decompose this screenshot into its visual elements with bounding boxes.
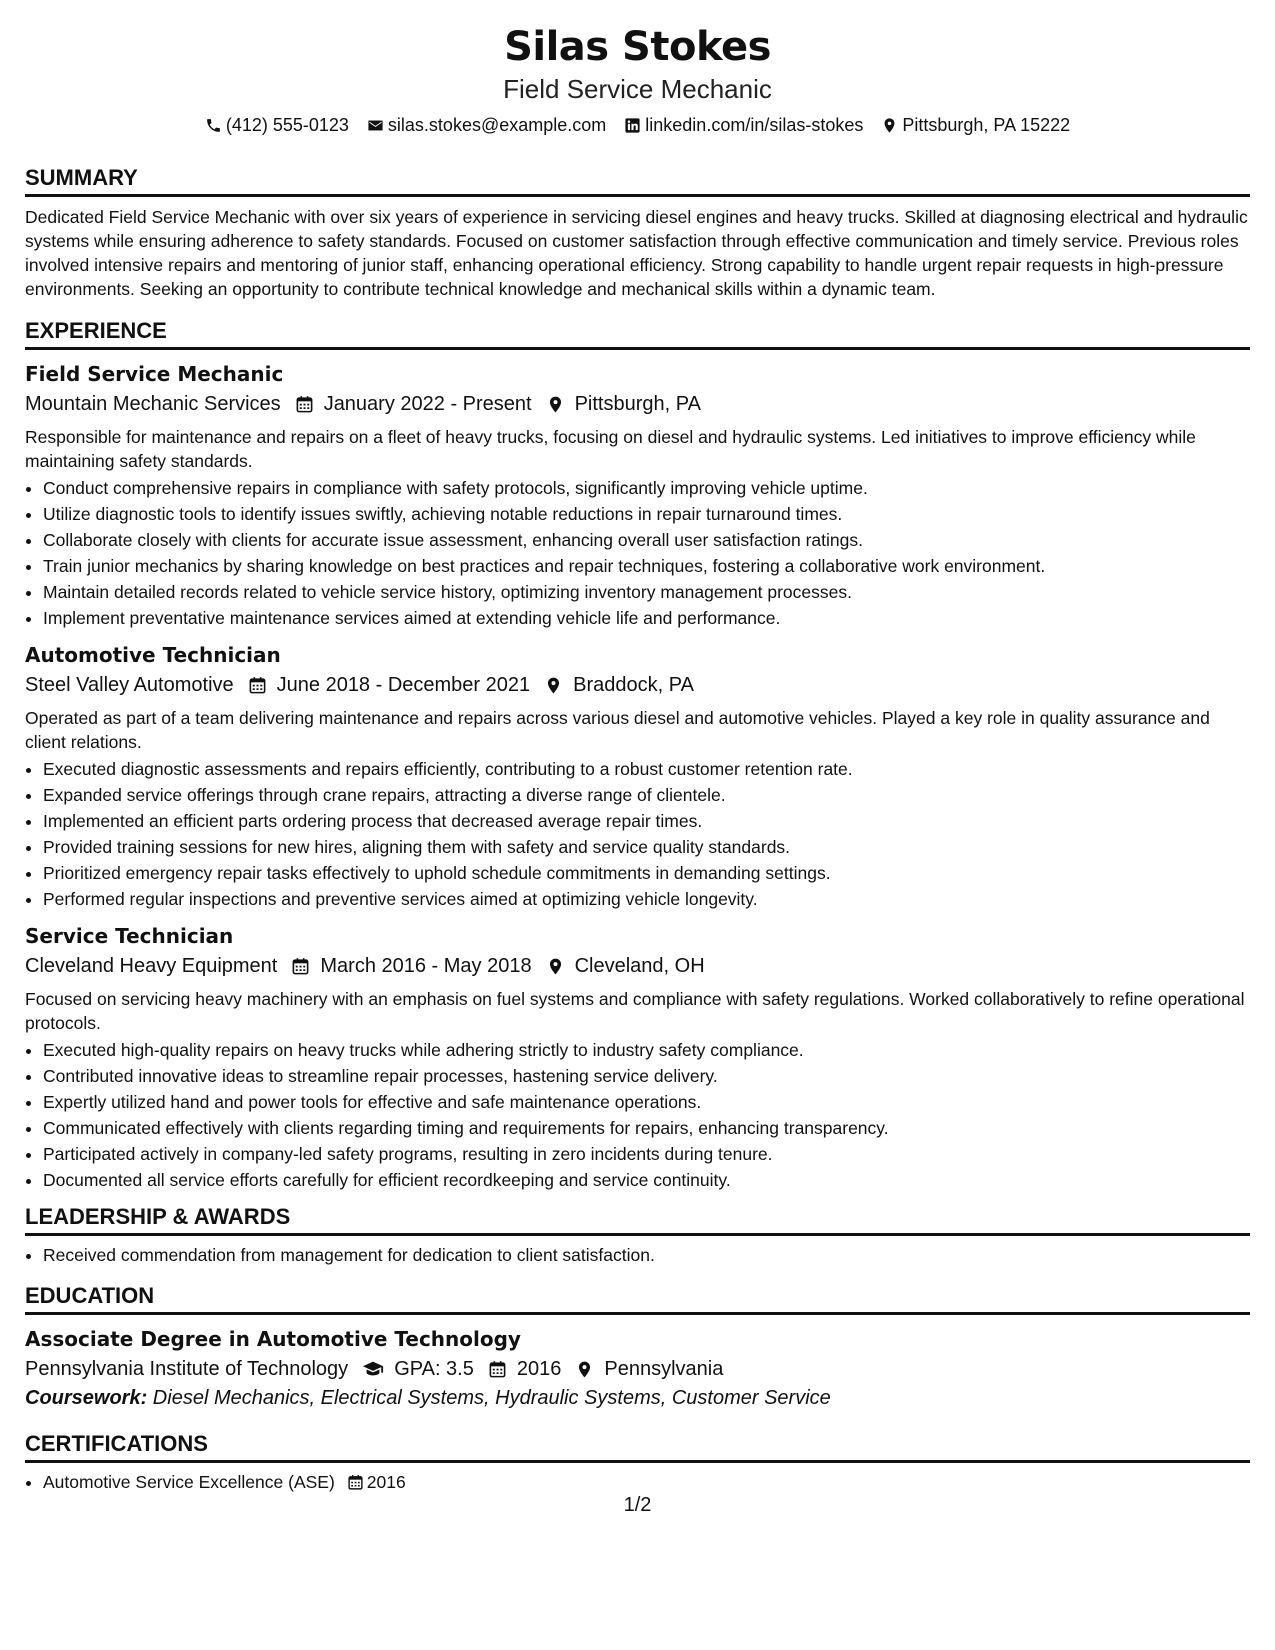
summary-text: Dedicated Field Service Mechanic with over six years of experience in servicing diesel engines and heavy trucks. Skilled at diagnosing electrical and hydraulic systems while ensuring adherence to safety standards. Focused on customer satisfaction through effective communication and timely service. Previous roles involved intensive repairs and mentoring of junior staff, enhancing operational efficiency. Strong capability to handle urgent repair requests in high-pressure environments. Seeking an opportunity to contribute technical knowledge and mechanical skills within a dynamic team. — [25, 207, 1248, 299]
education-entry — [25, 1325, 1250, 1412]
map-pin-icon — [546, 957, 565, 976]
edu-location: Pennsylvania — [604, 1358, 724, 1380]
edu-location-item — [575, 1354, 723, 1384]
contact-bar — [25, 112, 1250, 138]
job-description: Responsible for maintenance and repairs on a fleet of heavy trucks, focusing on diesel and hydraulic systems. Led initiatives to improve efficiency while maintaining safety standards. — [25, 427, 1196, 471]
contact-linkedin[interactable] — [624, 112, 863, 138]
list-item: • Expertly utilized hand and power tools for effective and safe maintenance operations. — [43, 1089, 1250, 1115]
contact-email[interactable] — [367, 112, 606, 138]
job-location: Braddock, PA — [573, 674, 694, 696]
list-item: • Executed high-quality repairs on heavy trucks while adhering strictly to industry safety compliance. — [43, 1037, 1250, 1063]
edu-date-item — [488, 1354, 562, 1384]
linkedin-text: linkedin.com/in/silas-stokes — [645, 115, 864, 135]
job-dates-item — [295, 389, 532, 419]
phone-text: (412) 555-0123 — [225, 115, 349, 135]
company-name: Cleveland Heavy Equipment — [25, 955, 278, 977]
calendar-icon — [347, 1474, 364, 1491]
company-name: Mountain Mechanic Services — [25, 393, 281, 415]
certification-entry — [43, 1469, 406, 1495]
education-section — [25, 1282, 1250, 1412]
degree-title: Associate Degree in Automotive Technology — [25, 1327, 521, 1351]
list-item — [43, 1469, 1250, 1495]
graduation-cap-icon — [362, 1358, 384, 1380]
list-item: • Contributed innovative ideas to streamline repair processes, hastening service delivery. — [43, 1063, 1250, 1089]
location-text: Pittsburgh, PA 15222 — [902, 115, 1071, 135]
job-dates-item — [248, 670, 531, 700]
job-dates: June 2018 - December 2021 — [276, 674, 531, 696]
job-location: Cleveland, OH — [574, 955, 705, 977]
job-title: Service Technician — [25, 924, 234, 948]
company-name: Steel Valley Automotive — [25, 674, 234, 696]
candidate-name: Silas Stokes — [504, 24, 771, 70]
page-number: 1/2 — [623, 1494, 652, 1516]
coursework — [25, 1384, 1250, 1412]
linkedin-icon — [624, 117, 641, 134]
list-item: • Utilize diagnostic tools to identify issues swiftly, achieving notable reductions in repair turnaround times. — [43, 501, 1250, 527]
envelope-icon — [367, 117, 384, 134]
phone-icon — [205, 117, 222, 134]
job-location-item — [546, 951, 705, 981]
map-pin-icon — [544, 676, 563, 695]
job-meta — [25, 951, 1250, 981]
gpa-item — [362, 1354, 474, 1384]
list-item: • Communicated effectively with clients regarding timing and requirements for repairs, enhancing transparency. — [43, 1115, 1250, 1141]
job-dates: January 2022 - Present — [323, 393, 532, 415]
experience-heading: EXPERIENCE — [25, 317, 1250, 350]
contact-location — [881, 112, 1070, 138]
map-pin-icon — [575, 1360, 594, 1379]
certifications-heading: CERTIFICATIONS — [25, 1430, 1250, 1463]
list-item: • Executed diagnostic assessments and repairs efficiently, contributing to a robust customer retention rate. — [43, 756, 1250, 782]
job-entry — [25, 360, 1250, 631]
list-item: • Participated actively in company-led safety programs, resulting in zero incidents during tenure. — [43, 1141, 1250, 1167]
leadership-section — [25, 1203, 1250, 1268]
job-dates: March 2016 - May 2018 — [320, 955, 532, 977]
list-item: • Expanded service offerings through crane repairs, attracting a diverse range of clientele. — [43, 782, 1250, 808]
certification-year: 2016 — [366, 1472, 406, 1492]
list-item: • Train junior mechanics by sharing knowledge on best practices and repair techniques, fostering a collaborative work environment. — [43, 553, 1250, 579]
list-item: • Conduct comprehensive repairs in compliance with safety protocols, significantly improving vehicle uptime. — [43, 475, 1250, 501]
job-list — [25, 360, 1250, 1193]
summary-heading: SUMMARY — [25, 164, 1250, 197]
certification-name: • Automotive Service Excellence (ASE) — [43, 1472, 335, 1492]
coursework-list: Diesel Mechanics, Electrical Systems, Hydraulic Systems, Customer Service — [147, 1387, 831, 1409]
calendar-icon — [248, 676, 267, 695]
list-item: • Documented all service efforts carefully for efficient recordkeeping and service continuity. — [43, 1167, 1250, 1193]
coursework-label: Coursework: — [25, 1387, 148, 1409]
list-item: • Implemented an efficient parts ordering process that decreased average repair times. — [43, 808, 1250, 834]
calendar-icon — [291, 957, 310, 976]
email-text: silas.stokes@example.com — [387, 115, 607, 135]
summary-section — [25, 164, 1250, 301]
list-item: • Received commendation from management for dedication to client satisfaction. — [43, 1242, 1250, 1268]
contact-phone — [205, 112, 349, 138]
calendar-icon — [488, 1360, 507, 1379]
job-title: Automotive Technician — [25, 643, 281, 667]
resume-header — [25, 0, 1250, 138]
job-location-item — [546, 389, 701, 419]
job-bullets — [25, 1037, 1250, 1193]
map-pin-icon — [546, 395, 565, 414]
experience-section — [25, 317, 1250, 1193]
leadership-list — [25, 1242, 1250, 1268]
gpa-text: GPA: 3.5 — [394, 1358, 474, 1380]
candidate-role: Field Service Mechanic — [503, 74, 772, 104]
calendar-icon — [295, 395, 314, 414]
job-title: Field Service Mechanic — [25, 362, 284, 386]
certifications-list — [25, 1469, 1250, 1495]
job-description: Focused on servicing heavy machinery with an emphasis on fuel systems and compliance with safety regulations. Worked collaboratively to refine operational protocols. — [25, 989, 1245, 1033]
list-item: • Provided training sessions for new hires, aligning them with safety and service quality standards. — [43, 834, 1250, 860]
job-dates-item — [291, 951, 531, 981]
list-item: • Prioritized emergency repair tasks effectively to uphold schedule commitments in demanding settings. — [43, 860, 1250, 886]
certifications-section — [25, 1430, 1250, 1495]
job-meta — [25, 670, 1250, 700]
school-name: Pennsylvania Institute of Technology — [25, 1358, 349, 1380]
job-bullets — [25, 475, 1250, 631]
map-pin-icon — [881, 117, 898, 134]
job-bullets — [25, 756, 1250, 912]
job-location-item — [544, 670, 694, 700]
job-description: Operated as part of a team delivering maintenance and repairs across various diesel and automotive vehicles. Played a key role in quality assurance and client relations. — [25, 708, 1210, 752]
list-item: • Implement preventative maintenance services aimed at extending vehicle life and performance. — [43, 605, 1250, 631]
list-item: • Performed regular inspections and preventive services aimed at optimizing vehicle longevity. — [43, 886, 1250, 912]
job-entry — [25, 641, 1250, 912]
list-item: • Maintain detailed records related to vehicle service history, optimizing inventory management processes. — [43, 579, 1250, 605]
leadership-heading: LEADERSHIP & AWARDS — [25, 1203, 1250, 1236]
education-meta — [25, 1354, 1250, 1384]
job-meta — [25, 389, 1250, 419]
education-heading: EDUCATION — [25, 1282, 1250, 1315]
resume-page — [25, 0, 1250, 1495]
edu-year: 2016 — [516, 1358, 562, 1380]
job-entry — [25, 922, 1250, 1193]
job-location: Pittsburgh, PA — [574, 393, 701, 415]
list-item: • Collaborate closely with clients for accurate issue assessment, enhancing overall user satisfaction ratings. — [43, 527, 1250, 553]
